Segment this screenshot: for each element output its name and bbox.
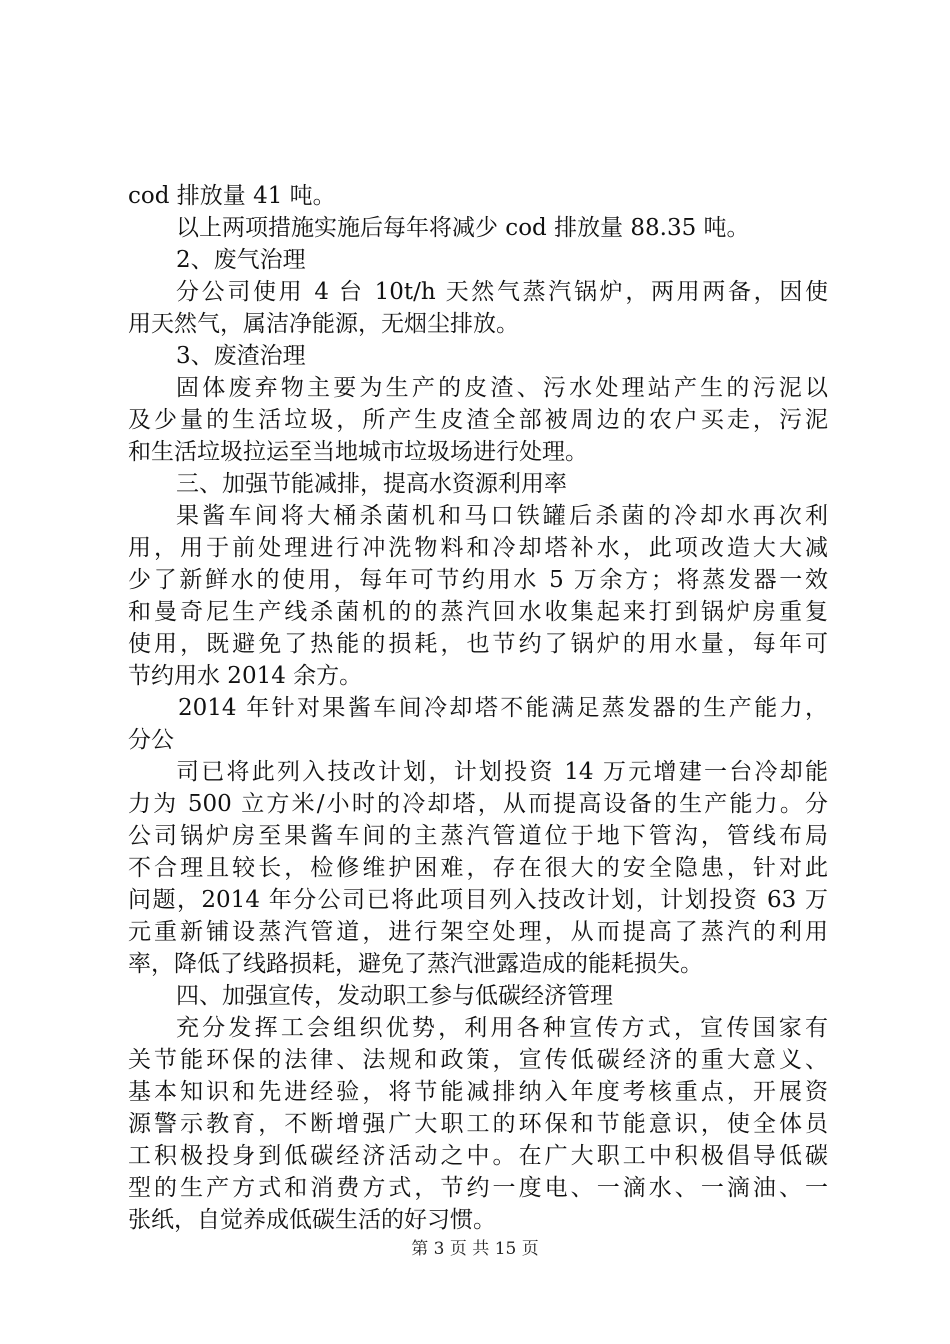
text-line: 用天然气，属洁净能源，无烟尘排放。 xyxy=(128,311,519,337)
page-footer: 第 3 页 共 15 页 xyxy=(411,1239,539,1259)
text-line: 及少量的生活垃圾，所产生皮渣全部被周边的农户买走，污泥 xyxy=(128,407,828,433)
text-line: 以上两项措施实施后每年将减少 cod 排放量 88.35 吨。 xyxy=(176,215,750,241)
text-line: 少了新鲜水的使用，每年可节约用水 5 万余方；将蒸发器一效 xyxy=(128,567,828,593)
text-line: 源警示教育，不断增强广大职工的环保和节能意识，使全体员 xyxy=(128,1111,828,1137)
text-line: 问题，2014 年分公司已将此项目列入技改计划，计划投资 63 万 xyxy=(128,887,828,913)
text-line: 司已将此列入技改计划，计划投资 14 万元增建一台冷却能 xyxy=(176,759,828,785)
text-line: 和曼奇尼生产线杀菌机的的蒸汽回水收集起来打到锅炉房重复 xyxy=(128,599,828,625)
text-line: 公司锅炉房至果酱车间的主蒸汽管道位于地下管沟，管线布局 xyxy=(128,823,828,849)
text-line: 充分发挥工会组织优势，利用各种宣传方式，宣传国家有 xyxy=(176,1015,828,1041)
text-line: 分公 xyxy=(128,727,174,753)
text-line: 节约用水 2014 余方。 xyxy=(128,663,363,689)
text-line: 元重新铺设蒸汽管道，进行架空处理，从而提高了蒸汽的利用 xyxy=(128,919,828,945)
text-line: 张纸，自觉养成低碳生活的好习惯。 xyxy=(128,1207,496,1233)
text-line: 力为 500 立方米/小时的冷却塔，从而提高设备的生产能力。分 xyxy=(128,791,828,817)
text-line: 基本知识和先进经验，将节能减排纳入年度考核重点，开展资 xyxy=(128,1079,828,1105)
text-line: 固体废弃物主要为生产的皮渣、污水处理站产生的污泥以 xyxy=(176,375,828,401)
section-heading: 三、加强节能减排，提高水资源利用率 xyxy=(176,471,567,497)
text-line: 果酱车间将大桶杀菌机和马口铁罐后杀菌的冷却水再次利 xyxy=(176,503,828,529)
text-line: 关节能环保的法律、法规和政策，宣传低碳经济的重大意义、 xyxy=(128,1047,828,1073)
section-heading: 3、废渣治理 xyxy=(176,343,306,369)
text-line: 率，降低了线路损耗，避免了蒸汽泄露造成的能耗损失。 xyxy=(128,951,703,977)
text-line: 用，用于前处理进行冲洗物料和冷却塔补水，此项改造大大减 xyxy=(128,535,828,561)
text-line: 和生活垃圾拉运至当地城市垃圾场进行处理。 xyxy=(128,439,588,465)
text-line: cod 排放量 41 吨。 xyxy=(128,183,336,209)
text-line: 使用，既避免了热能的损耗，也节约了锅炉的用水量，每年可 xyxy=(128,631,828,657)
text-line: 2014 年针对果酱车间冷却塔不能满足蒸发器的生产能力， xyxy=(178,695,828,721)
text-line: 不合理且较长，检修维护困难，存在很大的安全隐患，针对此 xyxy=(128,855,828,881)
text-line: 型的生产方式和消费方式，节约一度电、一滴水、一滴油、一 xyxy=(128,1175,828,1201)
section-heading: 2、废气治理 xyxy=(176,247,306,273)
section-heading: 四、加强宣传，发动职工参与低碳经济管理 xyxy=(176,983,613,1009)
text-line: 分公司使用 4 台 10t/h 天然气蒸汽锅炉，两用两备，因使 xyxy=(176,279,828,305)
text-line: 工积极投身到低碳经济活动之中。在广大职工中积极倡导低碳 xyxy=(128,1143,828,1169)
